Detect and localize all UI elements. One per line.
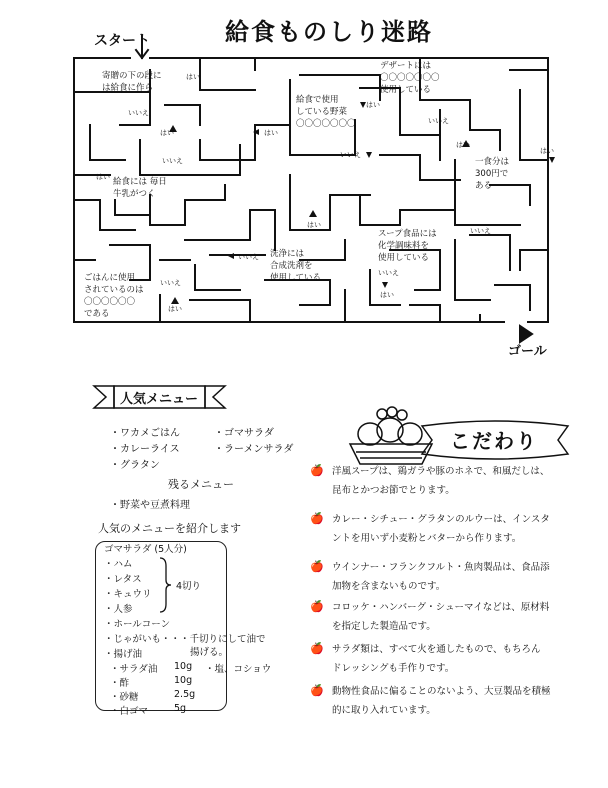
maze-cell-line: 牛乳がつく bbox=[113, 189, 156, 199]
maze-no-label: いいえ bbox=[428, 117, 449, 125]
recipe-potato-2: 揚げる。 bbox=[190, 647, 229, 658]
recipe-seasoning-name: ・白ゴマ bbox=[110, 706, 149, 717]
apple-icon: 🍎 bbox=[310, 684, 324, 697]
maze-yes-label: はい bbox=[456, 141, 470, 149]
maze-cell-8 bbox=[84, 272, 144, 320]
maze-cell-6 bbox=[378, 228, 437, 264]
kodawari-line: 動物性食品に偏ることのないよう、大豆製品を積極 bbox=[332, 686, 551, 697]
maze-yes-label: はい bbox=[264, 129, 278, 137]
recipe-ingredient: ・キュウリ bbox=[104, 589, 152, 600]
maze-yes-label: はい bbox=[540, 147, 554, 155]
recipe-corn: ・ホールコーン bbox=[104, 619, 171, 630]
maze-yes-label: はい bbox=[366, 101, 380, 109]
recipe-cut-note: 4切り bbox=[176, 581, 202, 592]
recipe-salt-note: ・塩、コショウ bbox=[205, 664, 272, 675]
maze-cell-line: 使用している bbox=[270, 273, 322, 283]
apple-icon: 🍎 bbox=[310, 600, 324, 613]
popular-menu-heading: 人気メニュー bbox=[120, 392, 199, 407]
maze-no-label: いいえ bbox=[160, 279, 181, 287]
start-label: スタート bbox=[94, 33, 150, 49]
maze-cell-line: している野菜 bbox=[296, 107, 348, 117]
maze-cell-5 bbox=[475, 156, 509, 192]
maze-yes-label: はい bbox=[96, 173, 110, 181]
menu-item: ・カレーライス bbox=[110, 444, 180, 455]
kodawari-line: コロッケ・ハンバーグ・シューマイなどは、原材料 bbox=[332, 602, 550, 613]
maze-cell-line: 給食には 毎日 bbox=[113, 177, 167, 187]
apple-icon: 🍎 bbox=[310, 512, 324, 525]
kodawari-heading: こだわり bbox=[450, 429, 538, 453]
maze-cell-4 bbox=[113, 176, 167, 200]
maze-cell-line: スープ食品には bbox=[378, 229, 437, 239]
recipe-seasoning-amount: 2.5g bbox=[174, 689, 196, 700]
goal-arrow-head bbox=[520, 326, 532, 342]
recipe-ingredient: ・ハム bbox=[104, 559, 133, 570]
recipe-seasoning-amount: 10g bbox=[174, 675, 193, 686]
menu-item: ・ラーメンサラダ bbox=[214, 444, 294, 455]
goal-label: ゴール bbox=[508, 344, 547, 359]
maze-cell-line: ある bbox=[475, 181, 493, 191]
maze-cell-line: 寄贈の下の段に bbox=[102, 71, 162, 81]
kodawari-line: を指定した製造品です。 bbox=[332, 621, 436, 632]
maze-cell-line: されているのは bbox=[84, 285, 144, 295]
kodawari-line: サラダ類は、すべて火を通したもので、もちろん bbox=[332, 644, 541, 655]
apple-icon: 🍎 bbox=[310, 560, 324, 573]
maze-cell-line: 一食分は bbox=[475, 157, 510, 167]
recipe-potato: ・じゃがいも・・・千切りにして油で bbox=[104, 634, 266, 645]
maze-yes-label: はい bbox=[186, 73, 200, 81]
maze-cell-line: 300円で bbox=[475, 169, 509, 179]
maze-cell-line: である bbox=[84, 309, 110, 319]
popular-menu-banner bbox=[92, 384, 227, 410]
kodawari-line: ウインナー・フランクフルト・魚肉製品は、食品添 bbox=[332, 562, 550, 573]
maze-no-label: いいえ bbox=[470, 227, 491, 235]
maze-cell-line: は給食に作ら bbox=[102, 83, 154, 93]
maze-no-label: いいえ bbox=[162, 157, 183, 165]
maze-yes-label: はい bbox=[168, 305, 182, 313]
page-title: 給食ものしり迷路 bbox=[225, 18, 433, 46]
maze-direction-markers bbox=[169, 102, 555, 304]
kodawari-line: 昆布とかつお節でとります。 bbox=[332, 485, 455, 496]
kodawari-line: 加物を含まないものです。 bbox=[332, 581, 446, 592]
apple-icon: 🍎 bbox=[310, 642, 324, 655]
maze-yes-label: はい bbox=[380, 291, 394, 299]
kodawari-banner bbox=[420, 420, 570, 460]
maze-cell-2 bbox=[296, 94, 356, 130]
kodawari-line: ントを用いず小麦粉とバターから作ります。 bbox=[332, 533, 522, 544]
maze-no-label: いいえ bbox=[340, 151, 361, 159]
recipe-title: ゴマサラダ (5人分) bbox=[104, 544, 187, 555]
maze-cell-line: デザートには bbox=[380, 61, 432, 71]
maze-cell-line: 〇〇〇〇〇〇〇 bbox=[380, 73, 440, 83]
maze-cell-line: ごはんに使用 bbox=[84, 273, 136, 283]
maze-cell-1 bbox=[102, 70, 162, 94]
apple-icon: 🍎 bbox=[310, 464, 324, 477]
maze-cell-line: 化学調味料を bbox=[378, 241, 430, 251]
leftover-heading: 残るメニュー bbox=[168, 478, 234, 491]
maze-cell-line: 使用している bbox=[378, 253, 430, 263]
recipe-seasoning-name: ・砂糖 bbox=[110, 692, 139, 703]
kodawari-line: カレー・シチュー・グラタンのルウーは、インスタ bbox=[332, 514, 550, 525]
recipe-ingredient: ・人参 bbox=[104, 604, 133, 615]
maze-yes-label: はい bbox=[307, 221, 321, 229]
kodawari-line: 洋風スープは、鶏ガラや豚のホネで、和風だしは、 bbox=[332, 466, 550, 477]
maze-cell-line: 使用している bbox=[380, 85, 432, 95]
maze-cell-line: 〇〇〇〇〇〇 bbox=[84, 297, 136, 307]
kodawari-line: ドレッシングも手作りです。 bbox=[332, 663, 455, 674]
recipe-seasoning-name: ・酢 bbox=[110, 678, 130, 689]
maze-cell-line: 〇〇〇〇〇〇〇 bbox=[296, 119, 356, 129]
maze-cell-line: 合成洗剤を bbox=[270, 261, 313, 271]
maze-no-label: いいえ bbox=[128, 109, 149, 117]
maze-yes-label: はい bbox=[160, 129, 174, 137]
maze-no-label: いいえ bbox=[238, 253, 259, 261]
menu-item: ・グラタン bbox=[110, 460, 160, 471]
recipe-seasoning-amount: 5g bbox=[174, 703, 187, 714]
maze-cell-line: 給食で使用 bbox=[296, 95, 339, 105]
maze-cell-7 bbox=[270, 248, 321, 284]
recipe-dressing: ・揚げ油 bbox=[104, 649, 143, 660]
kodawari-line: 的に取り入れています。 bbox=[332, 705, 436, 716]
menu-item: ・ワカメごはん bbox=[110, 428, 180, 439]
recipe-intro-heading: 人気のメニューを紹介します bbox=[98, 522, 241, 535]
leftover-item: ・野菜や豆煮料理 bbox=[110, 500, 190, 511]
menu-item: ・ゴマサラダ bbox=[214, 428, 274, 439]
brace-icon bbox=[158, 556, 172, 614]
maze-cell-3 bbox=[380, 60, 440, 96]
maze-cell-line: 洗浄には bbox=[270, 249, 305, 259]
maze-no-label: いいえ bbox=[378, 269, 399, 277]
recipe-ingredient: ・レタス bbox=[104, 574, 142, 585]
recipe-seasoning-amount: 10g bbox=[174, 661, 193, 672]
recipe-seasoning-name: ・サラダ油 bbox=[110, 664, 158, 675]
